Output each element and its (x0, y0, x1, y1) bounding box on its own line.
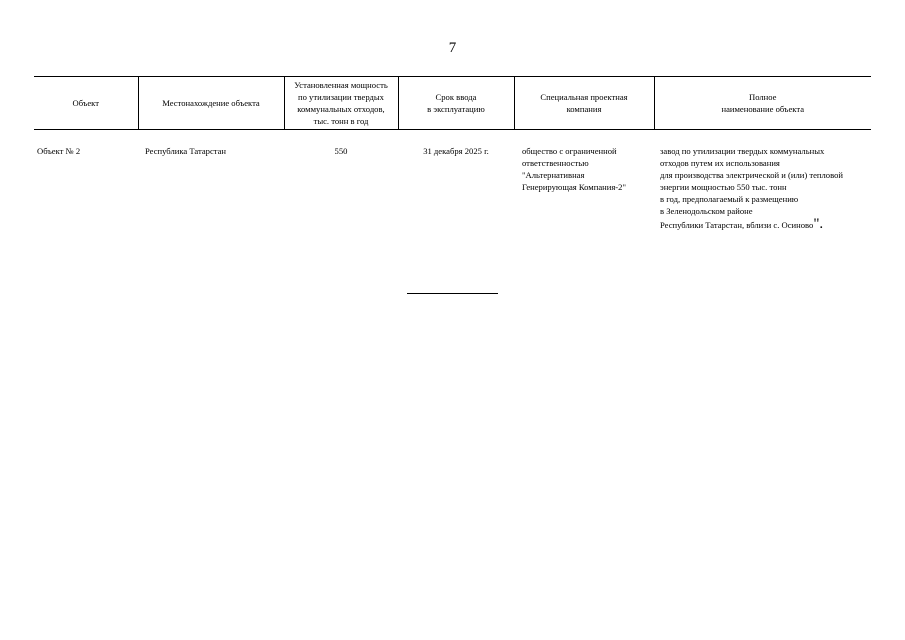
cell-full-name-line: отходов путем их использования (660, 158, 780, 169)
cell-full-name (654, 130, 871, 234)
closing-quote-mark: ". (813, 216, 824, 233)
cell-full-name-line: энергии мощностью 550 тыс. тонн (660, 182, 787, 193)
cell-company-line: ответственностью (522, 158, 589, 169)
header-full-name-line: Полное (749, 91, 777, 102)
header-commissioning-line: в эксплуатацию (427, 104, 485, 114)
header-commissioning (398, 77, 514, 130)
cell-full-name-line: завод по утилизации твердых коммунальных (660, 146, 825, 156)
header-capacity-line: коммунальных отходов, (297, 104, 385, 114)
cell-company-line: "Альтернативная (522, 170, 585, 181)
cell-location: Республика Татарстан (145, 146, 227, 156)
header-object-label: Объект (72, 97, 99, 108)
cell-full-name-line: в Зеленодольском районе (660, 206, 753, 217)
header-capacity-line: по утилизации твердых (298, 91, 384, 102)
cell-full-name-line: Республики Татарстан, вблизи с. Осиново (660, 220, 814, 231)
facility-table (34, 76, 871, 233)
header-capacity-line: Установленная мощность (294, 79, 388, 90)
header-company (514, 77, 654, 130)
cell-object: Объект № 2 (37, 146, 81, 156)
cell-full-name-line: для производства электрической и (или) тепловой (660, 170, 844, 181)
cell-full-name-last-line (660, 217, 870, 232)
header-location-label: Местонахождение объекта (162, 97, 260, 108)
header-commissioning-line: Срок ввода (435, 91, 477, 102)
header-full-name (654, 77, 871, 130)
cell-company-line: общество с ограниченной (522, 146, 617, 156)
cell-commissioning: 31 декабря 2025 г. (423, 146, 489, 156)
header-location (138, 77, 284, 130)
header-object (34, 77, 138, 130)
table-row (34, 130, 871, 234)
header-capacity-line: тыс. тонн в год (313, 116, 369, 127)
cell-capacity: 550 (334, 146, 348, 156)
header-company-line: компания (566, 104, 602, 114)
cell-company (514, 130, 654, 234)
header-full-name-line: наименование объекта (721, 104, 805, 114)
cell-company-line: Генерирующая Компания-2" (522, 182, 626, 193)
closing-rule-divider (407, 293, 498, 294)
page-number: 7 (448, 40, 457, 56)
header-company-line: Специальная проектная (540, 91, 628, 102)
table-header-row (34, 77, 871, 130)
cell-full-name-line: в год, предполагаемый к размещению (660, 194, 799, 205)
header-capacity (284, 77, 398, 130)
